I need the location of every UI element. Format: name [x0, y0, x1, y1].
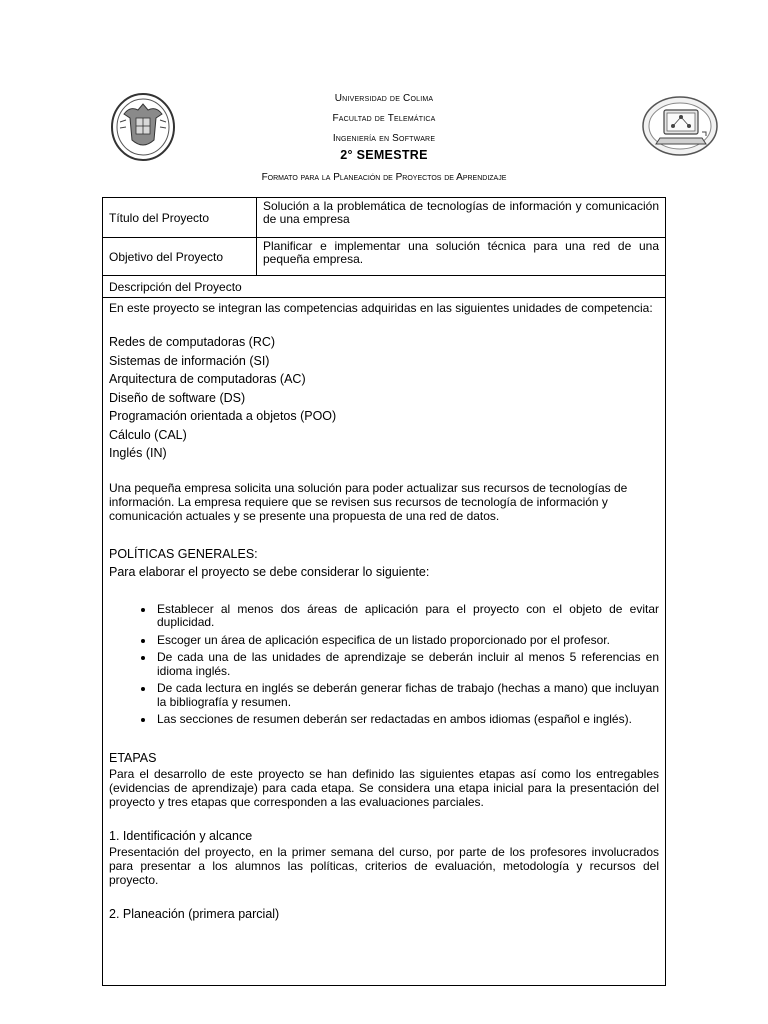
project-table — [102, 197, 666, 986]
stage1-text: Presentación del proyecto, en la primer semana del curso, por parte de los profesores involucrados para presentar a los alumnos las políticas, criterios de evaluación, metodología y recursos del proyecto. — [109, 844, 659, 887]
objective-label: Objetivo del Proyecto — [103, 238, 257, 275]
program-name: Ingeniería en Software — [332, 133, 436, 144]
stages-intro: Para el desarrollo de este proyecto se han definido las siguientes etapas así como los entregables (evidencias de aprendizaje) para cada etapa. Se considera una etapa inicial para la presentación del proyecto y tres etapas que corresponden a las evaluaciones parciales. — [109, 766, 659, 809]
list-item: • Escoger un área de aplicación especifica de un listado proporcionado por el profesor. — [155, 634, 659, 648]
list-item: Redes de computadoras (RC) — [109, 335, 276, 349]
list-item: Inglés (IN) — [109, 446, 167, 460]
intro-paragraph: En este proyecto se integran las competencias adquiridas en las siguientes unidades de competencia: — [109, 301, 653, 315]
stage2-title: 2. Planeación (primera parcial) — [109, 906, 280, 921]
list-item: Sistemas de información (SI) — [109, 353, 270, 368]
description-body — [103, 298, 665, 985]
list-item: • Las secciones de resumen deberán ser redactadas en ambos idiomas (español e inglés). — [155, 713, 659, 727]
title-value: Solución a la problemática de tecnologías de información y comunicación de una empresa — [263, 199, 659, 226]
stage1-title: 1. Identificación y alcance — [109, 828, 253, 843]
list-item: Programación orientada a objetos (POO) — [109, 409, 337, 423]
title-row — [103, 198, 665, 238]
description-body-row — [103, 298, 665, 985]
list-item: Diseño de software (DS) — [109, 390, 246, 405]
faculty-name: Facultad de Telemática — [332, 113, 436, 124]
list-item: Cálculo (CAL) — [109, 427, 187, 442]
list-item: • De cada una de las unidades de aprendizaje se deberán incluir al menos 5 referencias en idioma inglés. — [155, 651, 659, 678]
competency-units-list — [109, 333, 659, 463]
description-label: Descripción del Proyecto — [109, 279, 242, 294]
format-title: Formato para la Planeación de Proyectos de Aprendizaje — [261, 172, 507, 183]
scenario-paragraph: Una pequeña empresa solicita una solución para poder actualizar sus recursos de tecnologías de información. La empresa requiere que se revisen sus recursos de tecnología de información y comunicación actuales y se presente una propuesta de una red de datos. — [109, 480, 628, 523]
university-name: Universidad de Colima — [334, 93, 434, 104]
title-label: Título del Proyecto — [103, 198, 257, 237]
list-item: • De cada lectura en inglés se deberán generar fichas de trabajo (hechas a mano) que incluyan la bibliografía y resumen. — [155, 682, 659, 709]
policies-title: POLÍTICAS GENERALES: — [109, 546, 258, 561]
objective-row — [103, 238, 665, 276]
list-item: Arquitectura de computadoras (AC) — [109, 372, 306, 386]
policies-intro: Para elaborar el proyecto se debe considerar lo siguiente: — [109, 564, 430, 579]
semester-label: 2° SEMESTRE — [340, 148, 428, 162]
stages-title: ETAPAS — [109, 750, 157, 765]
description-header-row — [103, 276, 665, 298]
policies-list — [109, 603, 659, 727]
list-item: • Establecer al menos dos áreas de aplicación para el proyecto con el objeto de evitar duplicidad. — [155, 603, 659, 630]
objective-value: Planificar e implementar una solución técnica para una red de una pequeña empresa. — [263, 239, 659, 266]
